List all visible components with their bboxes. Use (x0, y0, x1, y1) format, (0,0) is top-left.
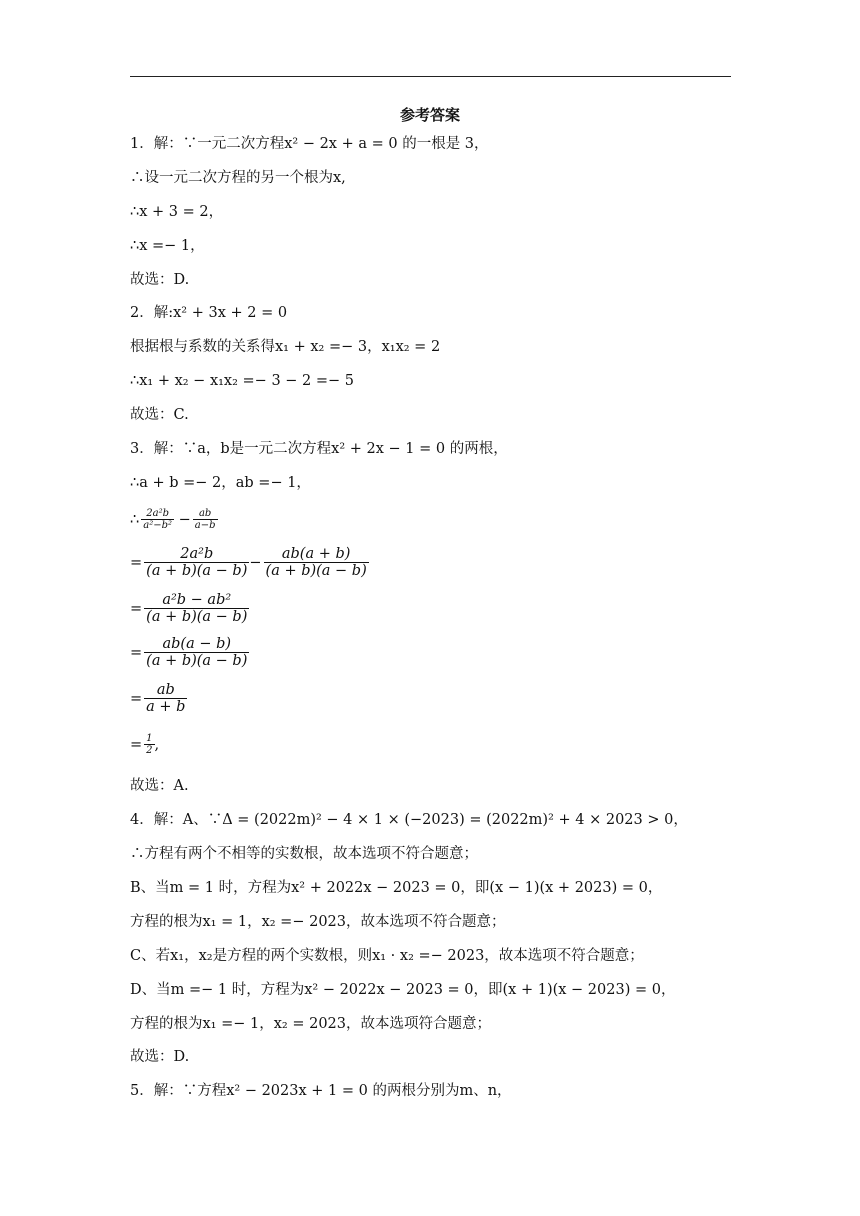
answer-3-step-4 (130, 682, 187, 715)
answer-4-line-6: D、当m =− 1 时，方程为x² − 2022x − 2023 = 0，即(x + 1)(x − 2023) = 0， (130, 982, 676, 998)
answer-1-line-1: 1．解：∵一元二次方程x² − 2x + a = 0 的一根是 3， (130, 136, 489, 152)
fraction-numerator: 1 (146, 733, 153, 744)
fraction (144, 636, 249, 669)
fraction-numerator: 2a²b (144, 546, 249, 563)
fraction (144, 592, 249, 625)
equals-sign: = (130, 644, 143, 661)
fraction-small-1 (141, 508, 174, 531)
fraction-denominator: (a + b)(a − b) (265, 563, 367, 579)
answer-4-line-3: B、当m = 1 时，方程为x² + 2022x − 2023 = 0，即(x − 1)(x + 2023) = 0， (130, 880, 663, 896)
fraction-numerator: 2a²b (141, 508, 174, 520)
fraction-denominator: 2 (146, 745, 153, 756)
fraction-small (144, 733, 154, 756)
answer-3-result (130, 733, 161, 756)
fraction-numerator: ab(a − b) (144, 636, 249, 653)
answer-3-line-2: ∴a + b =− 2，ab =− 1， (130, 475, 311, 491)
answer-4-line-4: 方程的根为x₁ = 1，x₂ =− 2023，故本选项不符合题意； (130, 914, 506, 930)
fraction-denominator: (a + b)(a − b) (146, 609, 248, 625)
fraction-numerator: ab (144, 682, 187, 699)
minus-sign: − (249, 554, 262, 571)
answer-4-line-1: 4．解：A、∵Δ = (2022m)² − 4 × 1 × (−2023) = (2022m)² + 4 × 2023 > 0， (130, 812, 688, 828)
answer-1-line-2: ∴设一元二次方程的另一个根为x, (130, 170, 346, 186)
fraction (144, 682, 187, 715)
answer-1-line-4: ∴x =− 1， (130, 238, 205, 254)
answer-3-step-3 (130, 636, 249, 669)
answer-2-line-3: ∴x₁ + x₂ − x₁x₂ =− 3 − 2 =− 5 (130, 373, 354, 389)
answer-4-line-5: C、若x₁，x₂是方程的两个实数根，则x₁ · x₂ =− 2023，故本选项不符合题意； (130, 948, 644, 964)
answer-3-step-1 (130, 546, 369, 579)
answer-3-choice: 故选：A. (130, 778, 189, 794)
fraction-numerator: ab (193, 508, 218, 520)
therefore-symbol: ∴ (130, 511, 140, 528)
fraction-numerator: a²b − ab² (144, 592, 249, 609)
fraction-numerator: ab(a + b) (264, 546, 369, 563)
answer-3-line-1: 3．解：∵a，b是一元二次方程x² + 2x − 1 = 0 的两根， (130, 441, 508, 457)
answer-2-line-1: 2．解:x² + 3x + 2 = 0 (130, 305, 288, 321)
answer-3-expression (130, 508, 218, 531)
equals-sign: = (130, 554, 143, 571)
answer-4-line-2: ∴方程有两个不相等的实数根，故本选项不符合题意； (130, 846, 478, 862)
page-title: 参考答案 (399, 106, 460, 124)
equals-sign: = (130, 690, 143, 707)
fraction-denominator: (a + b)(a − b) (146, 563, 248, 579)
equals-sign: = (130, 736, 143, 753)
fraction-small-2 (193, 508, 218, 531)
comma: , (154, 736, 160, 753)
answer-4-line-7: 方程的根为x₁ =− 1，x₂ = 2023，故本选项符合题意； (130, 1016, 491, 1032)
header-rule (130, 76, 731, 77)
answer-1-choice: 故选：D. (130, 272, 190, 288)
answer-2-line-2: 根据根与系数的关系得x₁ + x₂ =− 3，x₁x₂ = 2 (130, 339, 441, 355)
answer-1-line-3: ∴x + 3 = 2， (130, 204, 224, 220)
fraction-denominator: a−b (194, 520, 216, 531)
fraction-denominator: a²−b² (143, 520, 172, 531)
answer-3-step-2 (130, 592, 249, 625)
answer-5-line-1: 5．解：∵方程x² − 2023x + 1 = 0 的两根分别为m、n， (130, 1083, 512, 1099)
fraction (144, 546, 249, 579)
minus-sign: − (178, 511, 191, 528)
fraction-denominator: (a + b)(a − b) (146, 653, 248, 669)
equals-sign: = (130, 600, 143, 617)
fraction (264, 546, 369, 579)
fraction-denominator: a + b (146, 699, 186, 715)
answer-2-choice: 故选：C. (130, 407, 189, 423)
answer-4-choice: 故选：D. (130, 1049, 190, 1065)
